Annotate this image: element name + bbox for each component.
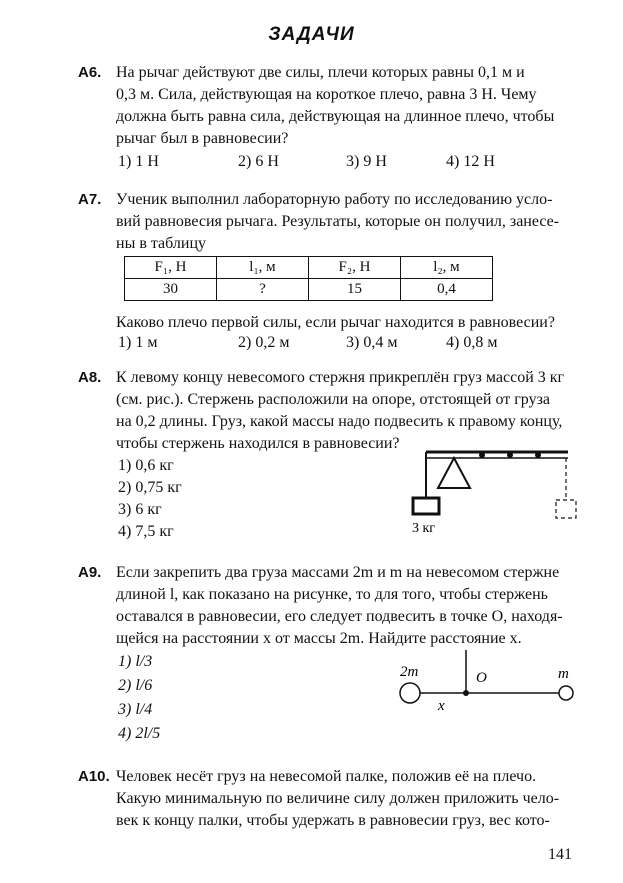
mass-2m-label: 2m xyxy=(400,664,419,680)
mass-m xyxy=(559,686,573,700)
answer-option: 1) 0,6 кг xyxy=(118,457,174,474)
answer-option: 2) 0,2 м xyxy=(238,334,290,351)
answer-option: 3) l/4 xyxy=(118,701,153,718)
text-line: век к концу палки, чтобы удержать в равновесии груз, вес кото- xyxy=(116,812,550,829)
results-table xyxy=(124,256,493,301)
answer-option: 3) 0,4 м xyxy=(346,334,398,351)
text-line: (см. рис.). Стержень расположили на опоре, отстоящей от груза xyxy=(116,391,550,408)
two-masses-figure xyxy=(396,646,580,716)
text-line: ны в таблицу xyxy=(116,235,207,252)
problem-a6-text xyxy=(116,62,577,150)
text-line: оставался в равновесии, его следует подвесить в точке O, находя- xyxy=(116,608,563,625)
answer-option: 4) 7,5 кг xyxy=(118,523,174,540)
answer-option: 3) 9 Н xyxy=(346,153,387,170)
weight-label: 3 кг xyxy=(412,521,436,536)
answer-option: 4) 0,8 м xyxy=(446,334,498,351)
text-line: На рычаг действуют две силы, плечи которых равны 0,1 м и xyxy=(116,64,525,81)
table-header-cell: l₂, м xyxy=(400,257,492,279)
table-cell: 0,4 xyxy=(400,279,492,301)
problem-a9-text xyxy=(116,562,577,650)
problem-number-a8: А8. xyxy=(78,369,102,386)
fulcrum xyxy=(438,458,470,488)
text-line: Ученик выполнил лабораторную работу по исследованию усло- xyxy=(116,191,553,208)
table-row xyxy=(125,257,493,279)
table-cell: 30 xyxy=(125,279,217,301)
left-weight xyxy=(413,498,439,514)
text-line: Какую минимальную по величине силу должен приложить чело- xyxy=(116,790,560,807)
problem-number-a9: А9. xyxy=(78,564,102,581)
text-line: Если закрепить два груза массами 2m и m на невесомом стержне xyxy=(116,564,560,581)
table-cell: ? xyxy=(217,279,309,301)
lever-figure xyxy=(398,446,578,546)
mass-2m xyxy=(400,683,420,703)
answer-option: 1) 1 Н xyxy=(118,153,159,170)
problem-number-a10: А10. xyxy=(78,768,110,785)
table-row xyxy=(125,279,493,301)
division-mark xyxy=(507,452,513,458)
answer-option: 2) l/6 xyxy=(118,677,153,694)
answer-option: 2) 0,75 кг xyxy=(118,479,182,496)
suspension-point xyxy=(463,690,469,696)
problem-a7-text xyxy=(116,189,577,255)
text-line: щейся на расстоянии x от массы 2m. Найдите расстояние x. xyxy=(116,630,522,647)
page-number: 141 xyxy=(548,846,572,863)
problem-a8-text xyxy=(116,367,577,455)
unknown-weight xyxy=(556,500,576,518)
answer-option: 1) l/3 xyxy=(118,653,153,670)
text-line: Человек несёт груз на невесомой палке, положив её на плечо. xyxy=(116,768,537,785)
answer-option: 1) 1 м xyxy=(118,334,158,351)
answer-option: 4) 2l/5 xyxy=(118,725,161,742)
answer-option: 3) 6 кг xyxy=(118,501,162,518)
division-mark xyxy=(479,452,485,458)
text-line: должна быть равна сила, действующая на длинное плечо, чтобы xyxy=(116,108,555,125)
page-heading: ЗАДАЧИ xyxy=(268,24,355,45)
division-mark xyxy=(535,452,541,458)
text-line: длиной l, как показано на рисунке, то для того, чтобы стержень xyxy=(116,586,548,603)
text-line: на 0,2 длины. Груз, какой массы надо подвесить к правому концу, xyxy=(116,413,563,430)
answer-option: 2) 6 Н xyxy=(238,153,279,170)
answer-option: 4) 12 Н xyxy=(446,153,495,170)
point-o-label: O xyxy=(476,670,487,686)
distance-x-label: x xyxy=(438,698,445,714)
text-line: вий равновесия рычага. Результаты, которые он получил, занесе- xyxy=(116,213,560,230)
text-line: чтобы стержень находился в равновесии? xyxy=(116,435,400,452)
problem-a7-question: Каково плечо первой силы, если рычаг находится в равновесии? xyxy=(116,314,555,331)
table-cell: 15 xyxy=(308,279,400,301)
text-line: К левому концу невесомого стержня прикреплён груз массой 3 кг xyxy=(116,369,565,386)
problem-number-a6: А6. xyxy=(78,64,102,81)
table-header-cell: F₁, Н xyxy=(125,257,217,279)
problem-number-a7: А7. xyxy=(78,191,102,208)
table-header-cell: l₁, м xyxy=(217,257,309,279)
text-line: 0,3 м. Сила, действующая на короткое плечо, равна 3 Н. Чему xyxy=(116,86,537,103)
text-line: рычаг был в равновесии? xyxy=(116,130,289,147)
table-header-cell: F₂, Н xyxy=(308,257,400,279)
problem-a10-text xyxy=(116,766,577,832)
mass-m-label: m xyxy=(558,666,569,682)
